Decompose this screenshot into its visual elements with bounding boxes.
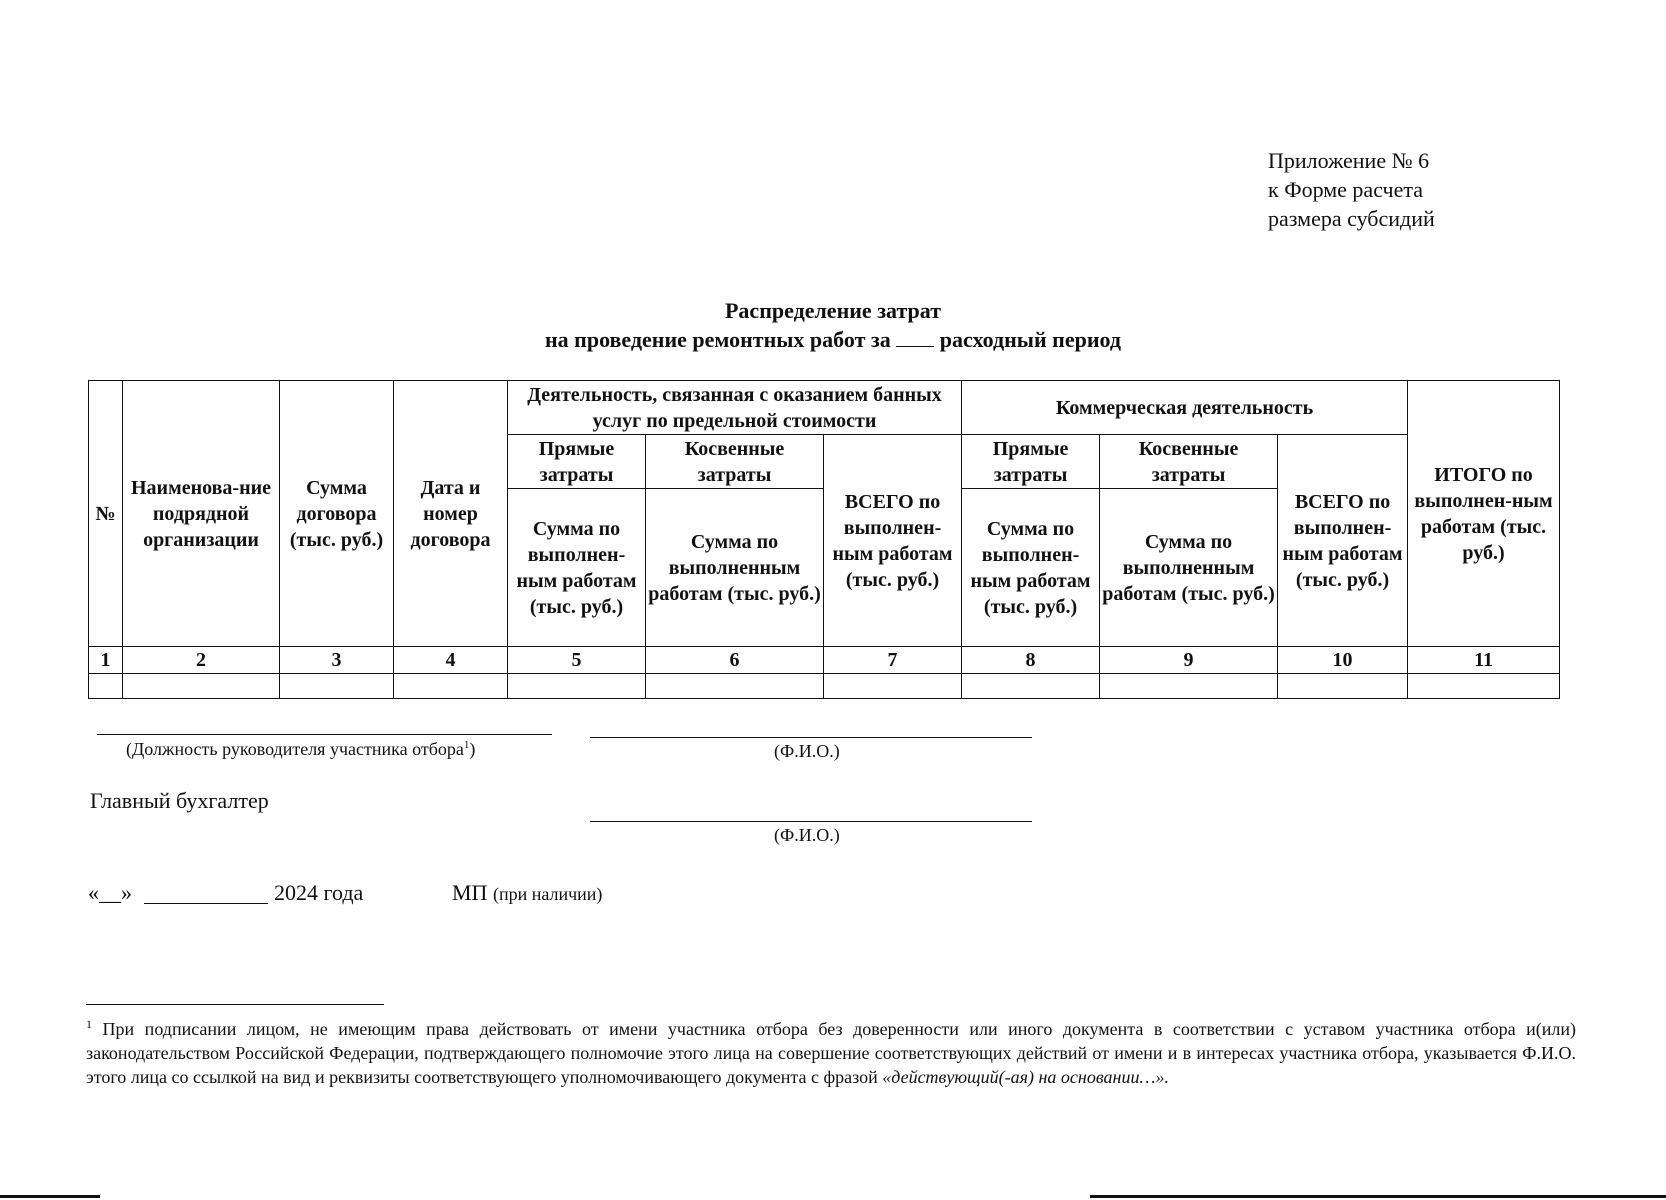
table-cell bbox=[123, 674, 280, 699]
header-contractor: Наименова-ние подрядной организации bbox=[123, 381, 280, 647]
date-day-field: «__» bbox=[88, 880, 132, 905]
footnote-reference: 1 bbox=[463, 739, 470, 751]
table-cell bbox=[508, 674, 646, 699]
appendix-subject: размера субсидий bbox=[1268, 206, 1435, 231]
appendix-block bbox=[1268, 146, 1435, 233]
column-number: 8 bbox=[962, 647, 1100, 674]
stamp-note: (при наличии) bbox=[492, 884, 603, 904]
header-direct-sum-commercial: Сумма по выполнен-ным работам (тыс. руб.) bbox=[962, 489, 1100, 647]
table-cell bbox=[1100, 674, 1278, 699]
column-number: 4 bbox=[394, 647, 508, 674]
header-contract-sum: Сумма договора (тыс. руб.) bbox=[280, 381, 394, 647]
column-number: 1 bbox=[89, 647, 123, 674]
header-indirect-sum-commercial: Сумма по выполненным работам (тыс. руб.) bbox=[1100, 489, 1278, 647]
date-month-line bbox=[144, 903, 268, 904]
footnote-quote: «действующий(-ая) на основании…». bbox=[882, 1067, 1169, 1087]
page-edge-line-right bbox=[1090, 1195, 1666, 1198]
header-group-bath-services: Деятельность, связанная с оказанием банных услуг по предельной стоимости bbox=[508, 381, 962, 435]
position-caption bbox=[126, 739, 475, 760]
table-cell bbox=[1408, 674, 1560, 699]
position-signature-line bbox=[97, 734, 552, 735]
table-cell bbox=[646, 674, 824, 699]
column-number: 3 bbox=[280, 647, 394, 674]
footnote-separator bbox=[86, 1004, 384, 1005]
column-number: 11 bbox=[1408, 647, 1560, 674]
column-number: 10 bbox=[1278, 647, 1408, 674]
header-indirect-costs-bath: Косвенные затраты bbox=[646, 435, 824, 489]
fio-signature-line-1 bbox=[590, 737, 1032, 738]
footnote-marker: 1 bbox=[86, 1017, 92, 1031]
header-direct-sum-bath: Сумма по выполнен-ным работам (тыс. руб.) bbox=[508, 489, 646, 647]
column-number: 7 bbox=[824, 647, 962, 674]
table-cell bbox=[89, 674, 123, 699]
header-direct-costs-commercial: Прямые затраты bbox=[962, 435, 1100, 489]
table-cell bbox=[394, 674, 508, 699]
header-total-bath: ВСЕГО по выполнен-ным работам (тыс. руб.) bbox=[824, 435, 962, 647]
fio-caption-2: (Ф.И.О.) bbox=[774, 825, 840, 845]
title-line-1: Распределение затрат bbox=[724, 298, 942, 323]
table-cell bbox=[824, 674, 962, 699]
column-number: 6 bbox=[646, 647, 824, 674]
header-direct-costs-bath: Прямые затраты bbox=[508, 435, 646, 489]
table-cell bbox=[962, 674, 1100, 699]
title-line-2-end: расходный период bbox=[939, 327, 1121, 352]
footnote bbox=[86, 1012, 1576, 1089]
appendix-reference: к Форме расчета bbox=[1268, 177, 1423, 202]
page-edge-line-left bbox=[0, 1195, 100, 1198]
fio-signature-line-2 bbox=[590, 821, 1032, 822]
header-number: № bbox=[89, 381, 123, 647]
cost-distribution-table bbox=[88, 380, 1560, 699]
period-blank-field bbox=[896, 328, 934, 347]
date-year: 2024 года bbox=[274, 880, 364, 905]
table-cell bbox=[280, 674, 394, 699]
header-group-commercial: Коммерческая деятельность bbox=[962, 381, 1408, 435]
stamp-label bbox=[452, 880, 602, 906]
header-grand-total: ИТОГО по выполнен-ным работам (тыс. руб.) bbox=[1408, 381, 1560, 647]
stamp-text: МП bbox=[452, 880, 488, 905]
position-caption-text: (Должность руководителя участника отбора bbox=[126, 739, 464, 759]
table-row bbox=[89, 674, 1560, 699]
document-title bbox=[0, 296, 1666, 354]
fio-caption-1: (Ф.И.О.) bbox=[774, 741, 840, 761]
table-cell bbox=[1278, 674, 1408, 699]
footnote-text: При подписании лицом, не имеющим права действовать от имени участника отбора без доверенности или иного документа в соответствии с уставом участника отбора и(или) законодательством Российской Федерации, подтверждающего полномочие этого лица на совершение соответствующих действий от имени и в интересах участника отбора, указывается Ф.И.О. этого лица со ссылкой на вид и реквизиты соответствующего уполномочивающего документа с фразой bbox=[86, 1019, 1576, 1087]
header-indirect-costs-commercial: Косвенные затраты bbox=[1100, 435, 1278, 489]
column-number-row bbox=[89, 647, 1560, 674]
header-row-1 bbox=[89, 381, 1560, 435]
header-total-commercial: ВСЕГО по выполнен-ным работам (тыс. руб.) bbox=[1278, 435, 1408, 647]
column-number: 9 bbox=[1100, 647, 1278, 674]
column-number: 2 bbox=[123, 647, 280, 674]
column-number: 5 bbox=[508, 647, 646, 674]
header-contract-date: Дата и номер договора bbox=[394, 381, 508, 647]
header-indirect-sum-bath: Сумма по выполненным работам (тыс. руб.) bbox=[646, 489, 824, 647]
title-line-2-start: на проведение ремонтных работ за bbox=[545, 327, 891, 352]
chief-accountant-label: Главный бухгалтер bbox=[90, 788, 269, 813]
appendix-number: Приложение № 6 bbox=[1268, 148, 1430, 173]
position-caption-close: ) bbox=[469, 739, 476, 759]
title-line-2 bbox=[0, 325, 1666, 354]
